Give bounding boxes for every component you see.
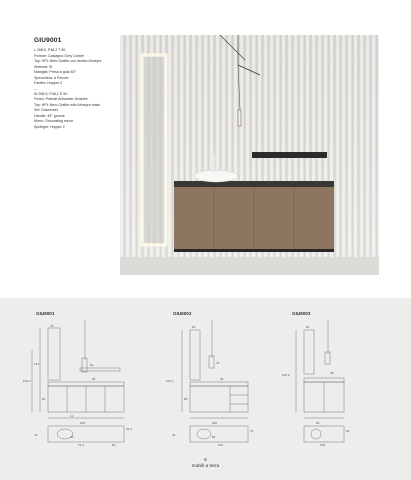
scene-svg	[120, 35, 379, 275]
drawing-label: GIU9002	[173, 311, 192, 316]
basin	[194, 170, 238, 182]
cabinet-outline	[190, 386, 248, 412]
plan-outline	[190, 426, 248, 442]
top-outline	[48, 382, 124, 386]
spec-line-en: Mirror: Decorating mirror	[34, 119, 74, 123]
plan-basin	[311, 429, 321, 439]
dim-text: 100,2	[23, 379, 31, 383]
plan-basin	[197, 429, 211, 439]
page-number: 6	[204, 458, 207, 463]
lamp-arm-2	[220, 35, 245, 60]
dim-text: 60	[42, 397, 46, 401]
lamp-light	[238, 110, 241, 126]
shelf-outline	[80, 368, 120, 371]
dim-text: 80	[316, 421, 320, 425]
drawing-giu9003	[280, 320, 380, 450]
countertop	[174, 181, 334, 187]
page-footer-title: mobili a terra	[191, 464, 220, 469]
plan-outline	[304, 426, 344, 442]
lamp-arm	[238, 65, 260, 75]
dim-text: 75	[216, 361, 220, 365]
dim-text: 60	[70, 435, 74, 439]
dim-text: 80	[184, 397, 188, 401]
drawing-label: GIU9001	[36, 311, 55, 316]
spec-line: Finiture: Castagno Grey Carrier	[34, 53, 85, 58]
top-outline	[190, 382, 248, 386]
spec-line-en: W 268,9, P48,2 D 50	[34, 91, 68, 96]
dim-text: 38	[330, 371, 334, 375]
mirror-outline	[304, 330, 314, 374]
dim-text: 150	[320, 443, 326, 447]
dim-text: 205	[80, 421, 86, 425]
dim-text: 75	[50, 324, 54, 328]
dim-text: 133	[34, 362, 40, 366]
dim-text: 52	[90, 363, 94, 367]
drawing-giu9001	[20, 320, 150, 450]
spec-line: Sistema: SI	[34, 64, 53, 69]
spec-line-en: Top: HPL Nero Grafite with Aimeyre basin	[34, 102, 101, 107]
dim-text: 60	[192, 325, 196, 329]
dim-text: 41	[34, 433, 38, 437]
faucet	[212, 155, 215, 172]
spec-line: Faretto: Hopper 2	[34, 81, 63, 85]
drawing-giu9002	[160, 320, 270, 450]
lamp-drop	[238, 65, 240, 110]
dim-text: 100,2	[282, 373, 290, 377]
spec-line: Top: HPL Nero Grafite con lavabo Aimeyre	[34, 59, 102, 63]
top-outline	[304, 378, 344, 382]
spec-block	[34, 37, 124, 130]
spec-line: Specchiera: à Ferroto	[34, 75, 69, 80]
dim-text: 200	[212, 421, 218, 425]
dim-text: 49	[220, 377, 224, 381]
dim-text: 44	[172, 433, 176, 437]
mirror-outline	[48, 328, 60, 380]
product-code: GIU9001	[34, 37, 62, 44]
spec-line-en: Set: Drawerset	[34, 108, 58, 112]
dim-text: 60	[306, 325, 310, 329]
spec-line-en: Handle: 45° groove	[34, 113, 65, 118]
plan-outline	[48, 426, 124, 442]
spec-line: Maniglia: Presa a gola 45°	[34, 70, 76, 74]
lamp-outline	[82, 358, 87, 372]
mirror	[144, 57, 164, 243]
dim-text: 68	[92, 377, 96, 381]
spec-line-en: Spotlight: Hopper 2	[34, 124, 65, 129]
dim-text: 130	[218, 443, 224, 447]
dim-text: 100,2	[166, 379, 174, 383]
dim-text: 11	[70, 414, 74, 418]
drawing-label: GIU9003	[292, 311, 311, 316]
dim-text: 50	[112, 443, 116, 447]
technical-drawings	[0, 298, 411, 480]
dim-text: 35,3	[126, 427, 132, 431]
product-photo	[120, 35, 379, 275]
wall-shelf	[252, 152, 327, 158]
spec-line: L 268,9, P48,2 T 50	[34, 48, 66, 52]
dim-text: 60	[346, 429, 350, 433]
dim-text: 75	[250, 429, 254, 433]
mirror-outline	[190, 330, 200, 380]
dim-text: 80	[212, 435, 216, 439]
spec-separator: —	[34, 86, 38, 91]
dim-text: 75,4	[78, 443, 84, 447]
spec-line-en: Finish: Portrait Antweiser Dusklee	[34, 97, 88, 101]
plinth	[174, 249, 334, 252]
